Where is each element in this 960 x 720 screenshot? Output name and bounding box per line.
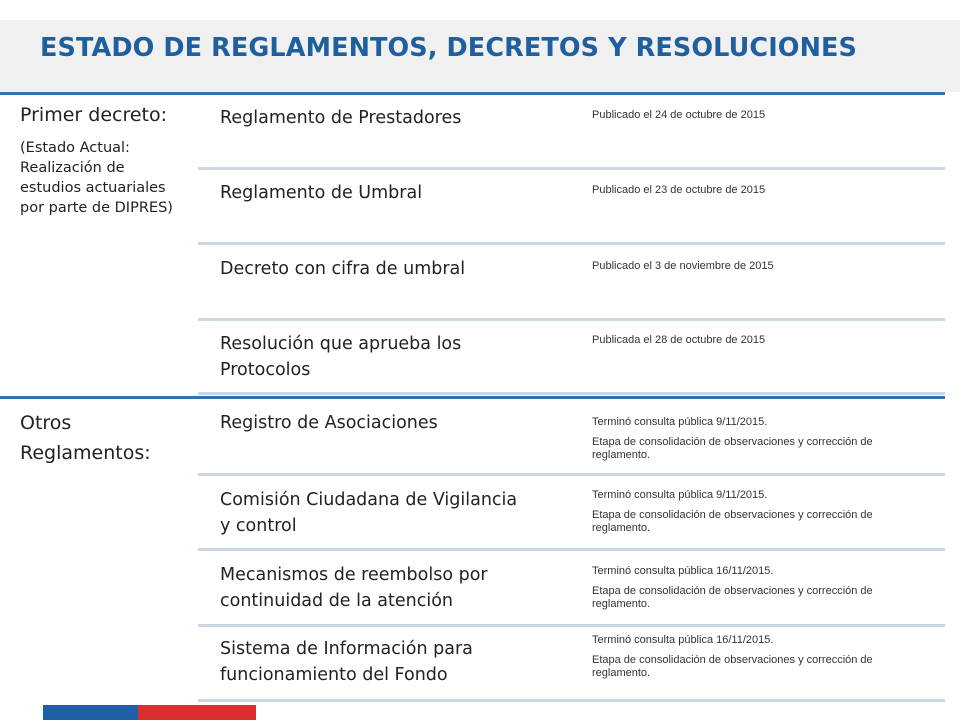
- row-name-sistema-informacion: Sistema de Información para funcionamiento del Fondo: [220, 639, 473, 685]
- row-name-resolucion-protocolos: Resolución que aprueba los Protocolos: [220, 334, 462, 380]
- row-divider: [198, 699, 945, 702]
- row-status-line: Publicado el 3 de noviembre de 2015: [592, 260, 774, 272]
- page-title: ESTADO DE REGLAMENTOS, DECRETOS Y RESOLUCIONES: [40, 33, 857, 63]
- row-status-line: Publicado el 24 de octubre de 2015: [592, 109, 766, 121]
- row-status-mecanismos-reembolso: [592, 565, 922, 611]
- row-status-line: Etapa de consolidación de observaciones y corrección de reglamento.: [592, 654, 873, 679]
- row-status-line: Terminó consulta pública 16/11/2015.: [592, 634, 774, 646]
- row-divider: [198, 318, 945, 321]
- row-status-comision-ciudadana: [592, 489, 922, 535]
- row-name-comision-ciudadana: Comisión Ciudadana de Vigilancia y control: [220, 490, 518, 536]
- footer-bar-red: [138, 705, 256, 720]
- row-divider: [198, 548, 945, 551]
- row-status-line: Publicado el 23 de octubre de 2015: [592, 184, 766, 196]
- row-status-reglamento-prestadores: [592, 109, 922, 122]
- section-otros-label: Otros Reglamentos:: [20, 412, 151, 464]
- section-divider-rule: [0, 396, 945, 399]
- footer-bar-blue: [43, 705, 138, 720]
- row-status-line: Etapa de consolidación de observaciones y corrección de reglamento.: [592, 509, 873, 534]
- header-rule: [0, 92, 945, 95]
- row-status-decreto-cifra-umbral: [592, 260, 922, 273]
- row-status-reglamento-umbral: [592, 184, 922, 197]
- row-divider: [198, 242, 945, 245]
- row-divider: [198, 167, 945, 170]
- row-divider: [198, 392, 945, 395]
- row-status-line: Terminó consulta pública 9/11/2015.: [592, 416, 768, 428]
- row-status-line: Etapa de consolidación de observaciones y corrección de reglamento.: [592, 585, 873, 610]
- row-name-decreto-cifra-umbral: Decreto con cifra de umbral: [220, 259, 466, 279]
- row-divider: [198, 473, 945, 476]
- row-status-resolucion-protocolos: [592, 334, 922, 347]
- row-status-registro-asociaciones: [592, 416, 922, 462]
- section-primer-decreto: [20, 100, 190, 218]
- row-status-line: Terminó consulta pública 9/11/2015.: [592, 489, 768, 501]
- row-name-reglamento-prestadores: Reglamento de Prestadores: [220, 108, 462, 128]
- row-name-mecanismos-reembolso: Mecanismos de reembolso por continuidad de la atención: [220, 565, 488, 611]
- section-otros-reglamentos: [20, 408, 190, 468]
- row-name-registro-asociaciones: Registro de Asociaciones: [220, 413, 438, 433]
- row-status-line: Etapa de consolidación de observaciones y corrección de reglamento.: [592, 436, 873, 461]
- row-status-line: Terminó consulta pública 16/11/2015.: [592, 565, 774, 577]
- row-name-reglamento-umbral: Reglamento de Umbral: [220, 183, 423, 203]
- section-primer-label: Primer decreto:: [20, 104, 168, 126]
- row-status-line: Publicada el 28 de octubre de 2015: [592, 334, 766, 346]
- row-divider: [198, 624, 945, 627]
- row-status-sistema-informacion: [592, 634, 922, 680]
- section-primer-sublabel: (Estado Actual: Realización de estudios actuariales por parte de DIPRES): [20, 140, 173, 216]
